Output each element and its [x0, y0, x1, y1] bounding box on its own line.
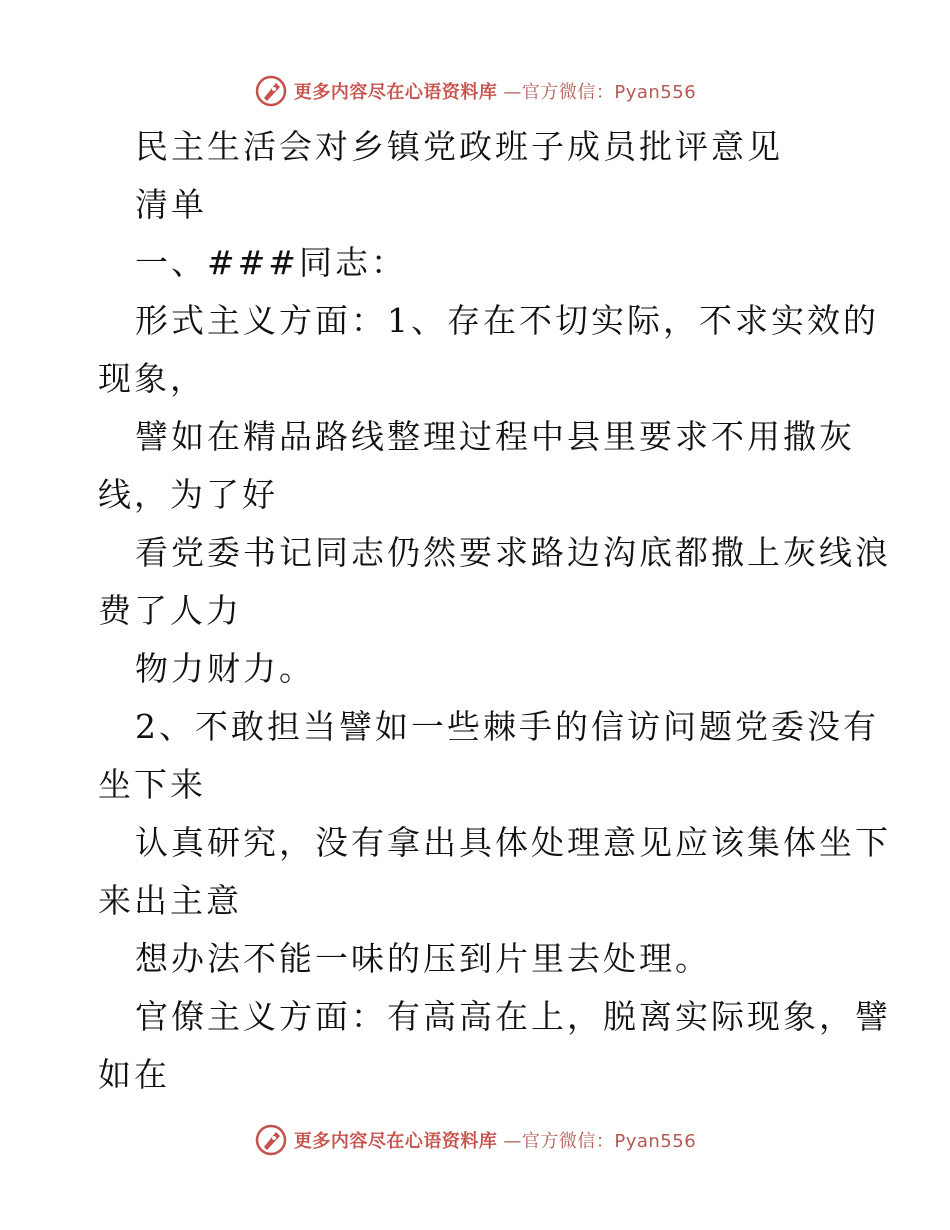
paragraph-line: 物力财力。 — [135, 649, 315, 688]
document-title-line-2: 清单 — [135, 185, 207, 224]
watermark-suffix-text: —官方微信：Pyan556 — [503, 1131, 697, 1152]
footer-watermark — [0, 1120, 950, 1160]
paragraph-line: 譬如在精品路线整理过程中县里要求不用撒灰 — [135, 417, 855, 456]
paragraph-line: 如在 — [98, 1055, 170, 1094]
paragraph-line: 看党委书记同志仍然要求路边沟底都撒上灰线浪 — [135, 533, 891, 572]
document-title-line-1: 民主生活会对乡镇党政班子成员批评意见 — [135, 127, 783, 166]
watermark-main-text: 更多内容尽在心语资料库 — [293, 1131, 498, 1152]
paragraph-line: 费了人力 — [98, 591, 242, 630]
header-watermark — [0, 71, 950, 111]
pen-nib-logo-icon — [254, 1123, 288, 1157]
paragraph-line: 坐下来 — [98, 765, 206, 804]
watermark-suffix-text: —官方微信：Pyan556 — [503, 82, 697, 103]
paragraph-line: 认真研究，没有拿出具体处理意见应该集体坐下 — [135, 823, 891, 862]
watermark-main-text: 更多内容尽在心语资料库 — [293, 82, 498, 103]
paragraph-line: 想办法不能一味的压到片里去处理。 — [135, 939, 711, 978]
paragraph-line: 来出主意 — [98, 881, 242, 920]
paragraph-line: 形式主义方面：1、存在不切实际，不求实效的 — [135, 301, 879, 340]
pen-nib-logo-icon — [254, 74, 288, 108]
paragraph-line: 现象， — [98, 359, 206, 398]
section-heading: 一、###同志： — [135, 243, 407, 282]
paragraph-line: 2、不敢担当譬如一些棘手的信访问题党委没有 — [135, 707, 879, 746]
paragraph-line: 线，为了好 — [98, 475, 278, 514]
paragraph-line: 官僚主义方面：有高高在上，脱离实际现象，譬 — [135, 997, 891, 1036]
